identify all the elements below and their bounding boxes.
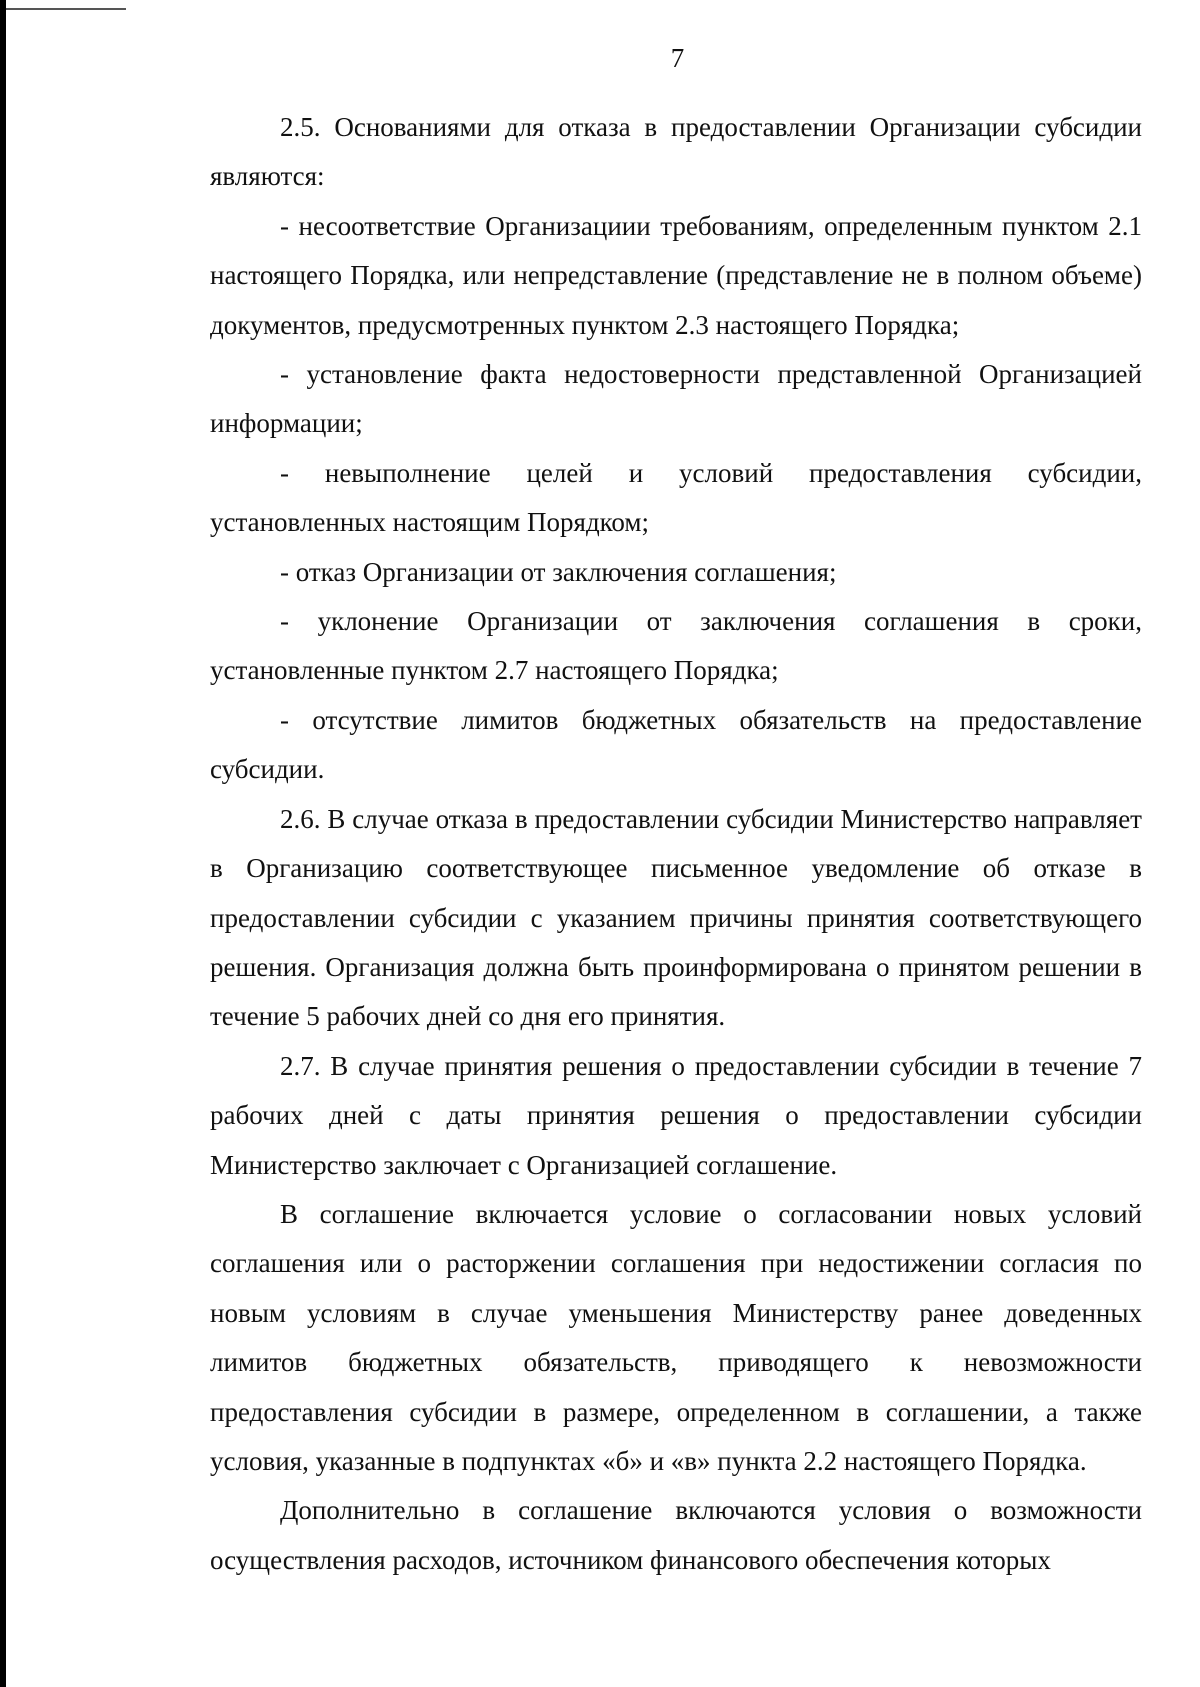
paragraph-2-7: 2.7. В случае принятия решения о предоставлении субсидии в течение 7 рабочих дней с даты принятия решения о предоставлении субсидии Министерство заключает с Организацией соглашение. <box>210 1050 1142 1180</box>
page-number: 7 <box>670 43 685 73</box>
list-item-noncompliance: - несоответствие Организациии требованиям, определенным пунктом 2.1 настоящего Порядка, или непредставление (представление не в полном объеме) документов, предусмотренных пунктом 2.3 настоящего Порядка; <box>210 210 1142 340</box>
list-item-refusal: - отказ Организации от заключения соглашения; <box>280 556 837 587</box>
list-item-false-information: - установление факта недостоверности представленной Организацией информации; <box>210 359 1142 439</box>
list-item-nonfulfillment: - невыполнение целей и условий предоставления субсидии, установленных настоящим Порядком; <box>210 457 1142 538</box>
paragraph-2-6: 2.6. В случае отказа в предоставлении субсидии Министерство направляет в Организацию соответствующее письменное уведомление об отказе в предоставлении субсидии с указанием причины принятия соответствующего решения. Организация должна быть проинформирована о принятом решении в течение 5 рабочих дней со дня его принятия. <box>210 803 1142 1032</box>
paragraph-agreement-conditions: В соглашение включается условие о согласовании новых условий соглашения или о расторжении соглашения при недостижении согласия по новым условиям в случае уменьшения Министерству ранее доведенных лимитов бюджетных обязательств, приводящего к невозможности предоставления субсидии в размере, определенном в соглашении, а также условия, указанные в подпунктах «б» и «в» пункта 2.2 настоящего Порядка. <box>210 1198 1142 1476</box>
paragraph-additional-conditions: Дополнительно в соглашение включаются условия о возможности осуществления расходов, источником финансового обеспечения которых <box>210 1495 1142 1575</box>
document-body <box>210 103 1142 1585</box>
scan-left-edge <box>0 0 6 1687</box>
list-item-evasion: - уклонение Организации от заключения соглашения в сроки, установленные пунктом 2.7 настоящего Порядка; <box>210 606 1142 686</box>
list-item-no-limits: - отсутствие лимитов бюджетных обязательств на предоставление субсидии. <box>210 704 1142 785</box>
scan-top-line <box>6 8 126 10</box>
paragraph-2-5: 2.5. Основаниями для отказа в предоставлении Организации субсидии являются: <box>210 112 1142 192</box>
